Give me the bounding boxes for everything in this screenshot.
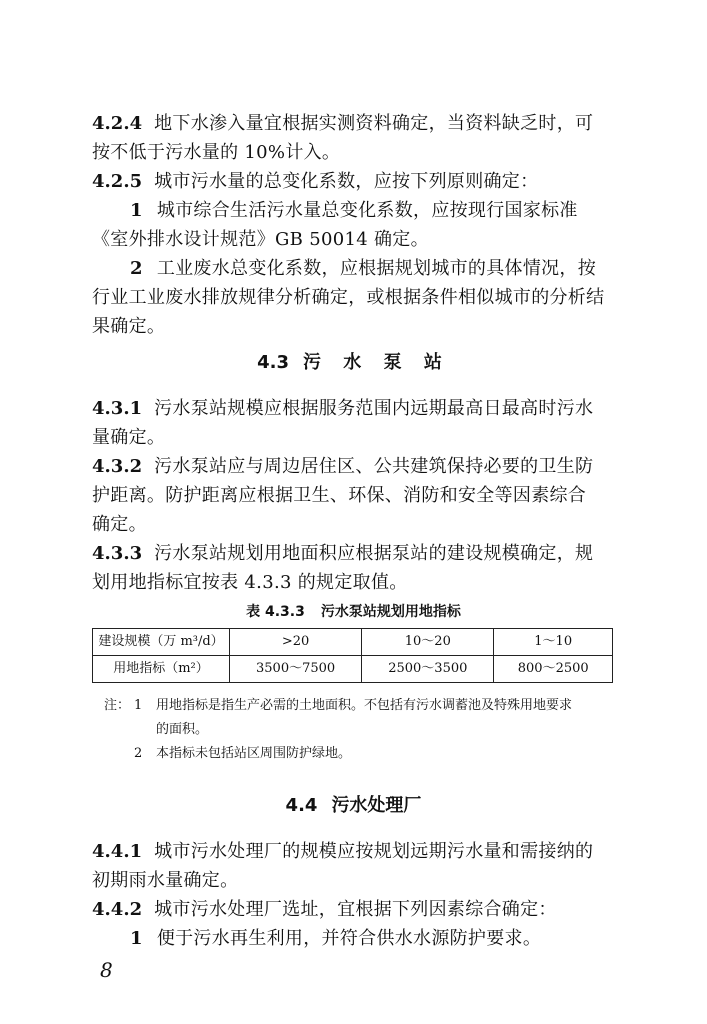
clause-number: 4.3.3 — [92, 543, 143, 564]
clause-4-3-2-line-2: 护距离。防护距离应根据卫生、环保、消防和安全等因素综合 — [92, 485, 587, 506]
section-title: 污 水 泵 站 — [303, 352, 450, 373]
clause-number: 4.2.4 — [92, 113, 143, 134]
clause-text: 污水泵站应与周边居住区、公共建筑保持必要的卫生防 — [154, 456, 594, 477]
clause-4-2-5-item-2-line-3: 果确定。 — [92, 316, 166, 337]
item-number: 2 — [130, 258, 143, 279]
page-number: 8 — [100, 958, 113, 982]
clause-4-3-1-line-1 — [92, 398, 617, 420]
note-prefix: 注： — [104, 698, 131, 713]
clause-4-3-1-line-2: 量确定。 — [92, 427, 166, 448]
clause-4-4-2-item-1-line-1 — [130, 928, 617, 950]
table-cell: 2500～3500 — [362, 656, 494, 683]
clause-4-2-4-line-2: 按不低于污水量的 10%计入。 — [92, 142, 341, 163]
clause-number: 4.3.1 — [92, 398, 143, 419]
clause-4-4-1-line-1 — [92, 841, 617, 863]
clause-text: 城市污水处理厂选址，宜根据下列因素综合确定： — [154, 899, 557, 920]
clause-4-2-5-item-2-line-1 — [130, 258, 617, 280]
clause-text: 地下水渗入量宜根据实测资料确定，当资料缺乏时，可 — [154, 113, 594, 134]
clause-text: 污水泵站规划用地面积应根据泵站的建设规模确定，规 — [154, 543, 594, 564]
table-row — [93, 629, 613, 656]
section-heading-4-4 — [0, 795, 707, 817]
table-cell: 800～2500 — [494, 656, 613, 683]
clause-text: 城市污水量的总变化系数，应按下列原则确定： — [154, 171, 539, 192]
table-cell: 3500～7500 — [230, 656, 362, 683]
table-cell: >20 — [230, 629, 362, 656]
clause-number: 4.4.2 — [92, 899, 143, 920]
row-label-land-index: 用地指标（m²） — [93, 656, 230, 683]
clause-4-2-4-line-1 — [92, 113, 617, 135]
table-cell: 10～20 — [362, 629, 494, 656]
note-1-line-1: 用地指标是指生产必需的土地面积。不包括有污水调蓄池及特殊用地要求 — [156, 698, 573, 713]
row-label-scale: 建设规模（万 m³/d） — [93, 629, 230, 656]
table-title: 污水泵站规划用地指标 — [320, 604, 461, 620]
clause-text: 污水泵站规模应根据服务范围内远期最高日最高时污水 — [154, 398, 594, 419]
section-heading-4-3 — [0, 352, 707, 374]
clause-4-3-2-line-3: 确定。 — [92, 514, 147, 535]
clause-4-2-5-item-1-line-1 — [130, 200, 617, 222]
clause-4-4-1-line-2: 初期雨水量确定。 — [92, 870, 239, 891]
clause-4-2-5-item-1-line-2: 《室外排水设计规范》GB 50014 确定。 — [92, 229, 429, 250]
item-number: 1 — [130, 928, 143, 949]
note-2-number: 2 — [134, 746, 143, 761]
clause-4-3-2-line-1 — [92, 456, 617, 478]
clause-number: 4.4.1 — [92, 841, 143, 862]
item-text: 城市综合生活污水量总变化系数，应按现行国家标准 — [156, 200, 578, 221]
clause-4-4-2-line-1 — [92, 899, 617, 921]
clause-4-3-3-line-2: 划用地指标宜按表 4.3.3 的规定取值。 — [92, 572, 408, 593]
land-use-table — [92, 628, 613, 683]
clause-4-2-5-line-1 — [92, 171, 617, 193]
note-2-line-1: 本指标未包括站区周围防护绿地。 — [156, 746, 352, 761]
clause-text: 城市污水处理厂的规模应按规划远期污水量和需接纳的 — [154, 841, 594, 862]
item-text: 便于污水再生利用，并符合供水水源防护要求。 — [156, 928, 542, 949]
table-number: 表 4.3.3 — [246, 604, 305, 620]
item-number: 1 — [130, 200, 143, 221]
section-number: 4.3 — [257, 352, 290, 373]
table-row — [93, 656, 613, 683]
section-number: 4.4 — [285, 795, 318, 816]
note-1-number: 1 — [134, 698, 143, 713]
clause-number: 4.2.5 — [92, 171, 143, 192]
table-caption — [0, 603, 707, 621]
item-text: 工业废水总变化系数，应根据规划城市的具体情况，按 — [156, 258, 597, 279]
table-cell: 1～10 — [494, 629, 613, 656]
section-title: 污水处理厂 — [331, 795, 422, 816]
clause-4-2-5-item-2-line-2: 行业工业废水排放规律分析确定，或根据条件相似城市的分析结 — [92, 287, 605, 308]
note-1-line-2: 的面积。 — [156, 722, 209, 737]
clause-4-3-3-line-1 — [92, 543, 617, 565]
clause-number: 4.3.2 — [92, 456, 143, 477]
